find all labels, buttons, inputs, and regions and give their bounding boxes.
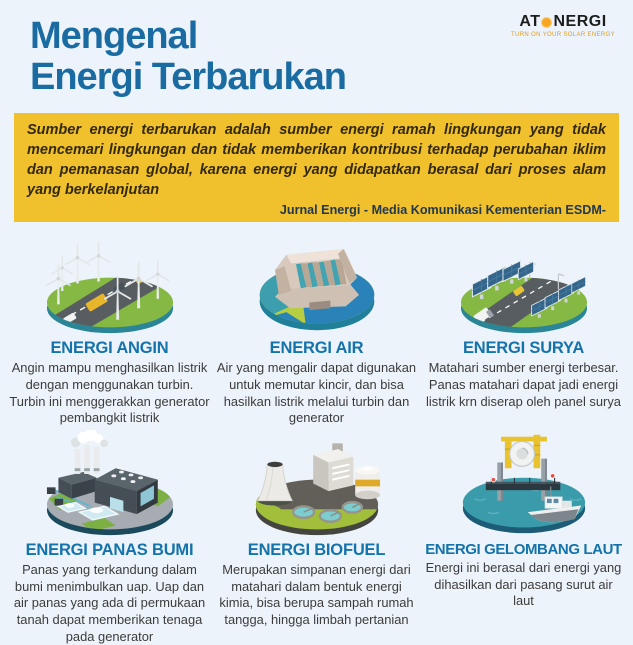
section-energi-panas-bumi: [6, 427, 213, 645]
section-description-surya: Matahari sumber energi terbesar. Panas matahari dapat jadi energi listrik krn diserap oleh panel surya: [426, 360, 621, 409]
header: [0, 0, 633, 102]
page-title-line1: Mengenal: [30, 15, 198, 57]
intro-source-credit: Jurnal Energi - Media Komunikasi Kementerian ESDM-: [279, 203, 606, 218]
logo-tagline: TURN ON YOUR SOLAR ENERGY: [511, 32, 615, 38]
section-energi-surya: [420, 225, 627, 427]
geothermal-plant-isometric-icon: [21, 430, 199, 537]
hydroelectric-dam-isometric-icon: [228, 228, 406, 335]
section-description-gelombang-laut: Energi ini berasal dari energi yang dihasilkan dari pasang surut air laut: [425, 560, 622, 609]
biofuel-plant-isometric-icon: [228, 430, 406, 537]
intro-text: Sumber energi terbarukan adalah sumber energi ramah lingkungan yang tidak mencemari lingkungan dan tidak memberikan kontribusi terhadap perubahan iklim dan pemanasan global, karena energi yang didapatkan berasal dari proses alam yang berkelanjutan: [27, 122, 606, 198]
section-description-biofuel: Merupakan simpanan energi dari matahari dalam bentuk energi kimia, bisa berupa sampah rumah tangga, hingga limbah pertanian: [219, 562, 414, 627]
sun-icon: [541, 17, 552, 28]
logo-text-pre: AT: [519, 13, 541, 30]
section-title-surya: ENERGI SURYA: [462, 339, 585, 358]
intro-highlight-box: [14, 113, 619, 222]
logo-text-post: NERGI: [553, 13, 607, 30]
tidal-platform-boat-isometric-icon: [435, 430, 613, 537]
atonergi-logo: [511, 13, 615, 38]
section-energi-air: [213, 225, 420, 427]
water-energy-illustration: [216, 228, 417, 335]
section-description-panas-bumi: Panas yang terkandung dalam bumi menimbulkan uap. Uap dan air panas yang ada di permukaan tanah dapat memberikan tenaga pada generator: [13, 562, 206, 644]
section-energi-gelombang-laut: [420, 427, 627, 645]
section-title-biofuel: ENERGI BIOFUEL: [247, 541, 386, 559]
biofuel-energy-illustration: [216, 430, 417, 537]
section-title-air: ENERGI AIR: [269, 339, 364, 358]
steam-clouds: [70, 430, 107, 447]
plant-building: [313, 443, 353, 491]
ocean-wave-energy-illustration: [423, 430, 624, 537]
solar-energy-illustration: [423, 228, 624, 335]
page-title-line2: Energi Terbarukan: [30, 56, 346, 99]
section-description-air: Air yang mengalir dapat digunakan untuk memutar kincir, dan bisa hasilkan listrik melalui turbin dan generator: [216, 360, 417, 426]
section-title-angin: ENERGI ANGIN: [50, 339, 169, 358]
section-title-gelombang-laut: ENERGI GELOMBANG LAUT: [425, 541, 622, 558]
wind-energy-illustration: [9, 228, 210, 335]
wind-farm-road-isometric-icon: [21, 228, 199, 335]
chimneys: [74, 445, 99, 474]
section-energi-angin: [6, 225, 213, 427]
energy-sections-grid: [0, 222, 633, 645]
dam-structure: [274, 249, 358, 310]
section-energi-biofuel: [213, 427, 420, 645]
atonergi-logo-wordmark: [511, 13, 615, 31]
geothermal-energy-illustration: [9, 430, 210, 537]
solar-panel-road-isometric-icon: [435, 228, 613, 335]
section-description-angin: Angin mampu menghasilkan listrik dengan menggunakan turbin. Turbin ini menggerakkan generator pembangkit listrik: [9, 360, 210, 426]
storage-tank: [355, 466, 380, 499]
section-title-panas-bumi: ENERGI PANAS BUMI: [25, 541, 194, 559]
